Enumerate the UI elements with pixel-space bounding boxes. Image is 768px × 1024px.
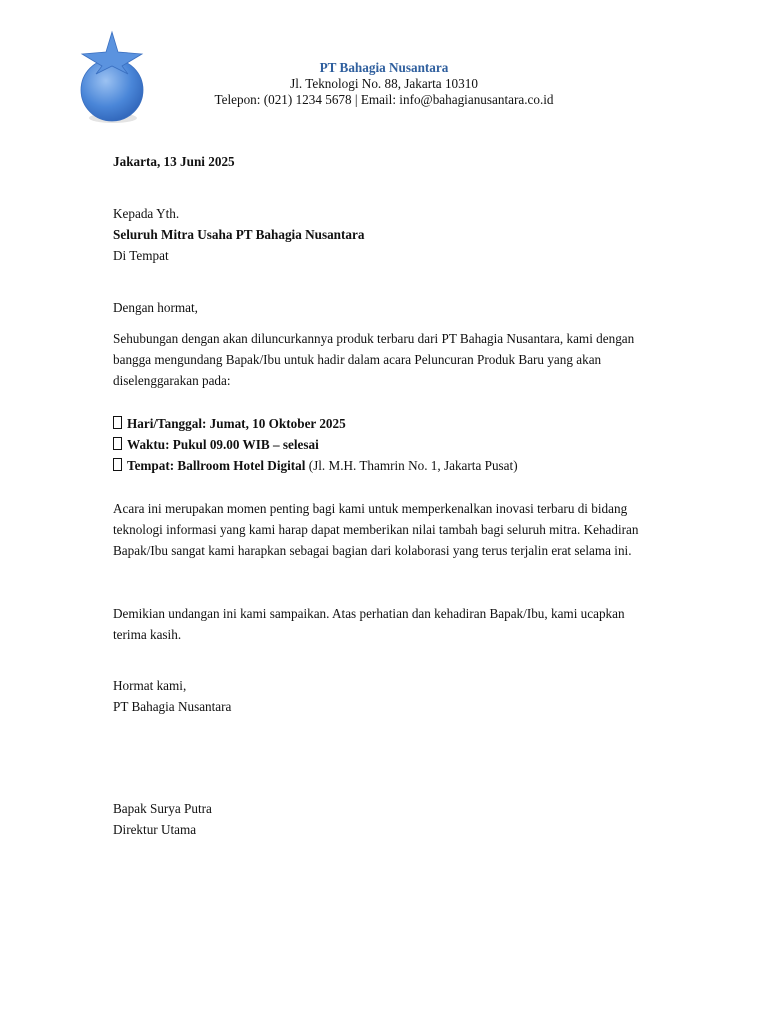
bullet-box-icon [113,437,122,450]
bullet-box-icon [113,416,122,429]
recipient-name: Seluruh Mitra Usaha PT Bahagia Nusantara [113,227,365,242]
recipient-place: Di Tempat [113,248,169,263]
letterhead [150,60,618,108]
letter-date: Jakarta, 13 Juni 2025 [113,154,235,169]
signer-name: Bapak Surya Putra [113,801,212,816]
company-logo [78,30,146,126]
closing-salutation: Hormat kami, [113,678,187,693]
body-paragraph-2: Acara ini merupakan momen penting bagi kami untuk memperkenalkan inovasi terbaru di bidang teknologi informasi yang kami harap dapat memberikan nilai tambah bagi seluruh mitra. Kehadiran Bapak/Ibu sangat kami harapkan sebagai bagian dari kolaborasi yang terus terjalin erat selama ini. [113,501,639,558]
body-paragraph-3: Demikian undangan ini kami sampaikan. Atas perhatian dan kehadiran Bapak/Ibu, kami ucapkan terima kasih. [113,606,625,642]
event-place-item [113,455,518,476]
event-place-address: (Jl. M.H. Thamrin No. 1, Jakarta Pusat) [305,458,518,473]
event-day-item [113,413,346,434]
bullet-box-icon [113,458,122,471]
event-time: Waktu: Pukul 09.00 WIB – selesai [127,437,319,452]
event-place: Tempat: Ballroom Hotel Digital [127,458,306,473]
recipient-salutation: Kepada Yth. [113,206,180,221]
letterhead-company-name: PT Bahagia Nusantara [319,60,449,75]
event-time-item [113,434,319,455]
greeting: Dengan hormat, [113,300,198,315]
signer-title: Direktur Utama [113,822,197,837]
letterhead-address: Jl. Teknologi No. 88, Jakarta 10310 [290,76,478,91]
event-day: Hari/Tanggal: Jumat, 10 Oktober 2025 [127,416,346,431]
letterhead-contact: Telepon: (021) 1234 5678 | Email: info@bahagianusantara.co.id [214,92,554,107]
intro-paragraph: Sehubungan dengan akan diluncurkannya produk terbaru dari PT Bahagia Nusantara, kami dengan bangga mengundang Bapak/Ibu untuk hadir dalam acara Peluncuran Produk Baru yang akan diselenggarakan pada: [113,331,635,388]
closing-company: PT Bahagia Nusantara [113,699,232,714]
